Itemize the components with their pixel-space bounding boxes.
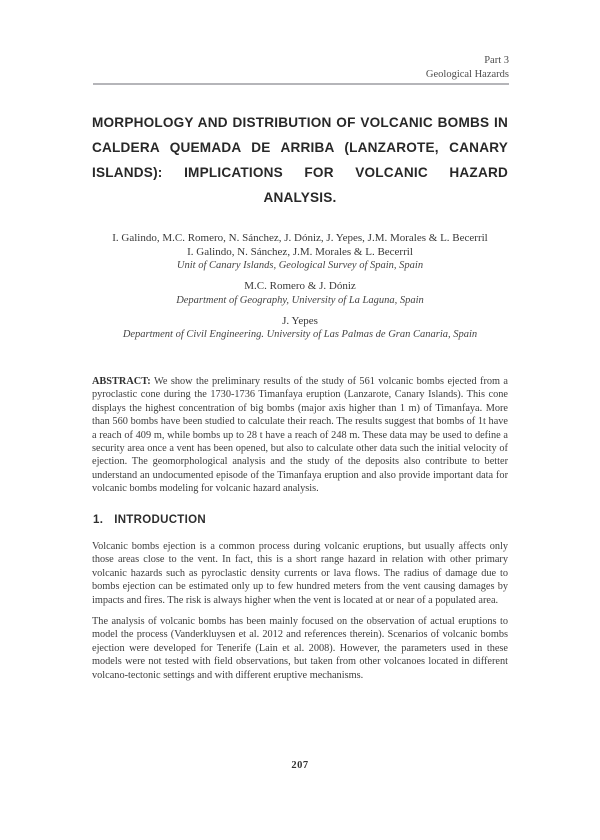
header-section: Geological Hazards [425, 68, 509, 80]
affiliation-1-authors: I. Galindo, N. Sánchez, J.M. Morales & L. Becerril [187, 245, 413, 258]
authors-block [92, 232, 508, 349]
section-1-number: 1. [93, 514, 104, 526]
section-1-title: INTRODUCTION [114, 514, 206, 526]
affiliation-group-3 [92, 315, 508, 342]
section-1-heading [93, 514, 206, 526]
abstract-label: ABSTRACT: [92, 376, 151, 387]
running-header [426, 54, 509, 81]
affiliation-group-2 [92, 280, 508, 307]
author-list-full: I. Galindo, M.C. Romero, N. Sánchez, J. Dóniz, J. Yepes, J.M. Morales & L. Becerril [112, 232, 488, 244]
header-rule [93, 83, 509, 85]
page-number: 207 [291, 760, 309, 771]
abstract-paragraph [92, 375, 508, 496]
paper-title: MORPHOLOGY AND DISTRIBUTION OF VOLCANIC BOMBS IN CALDERA QUEMADA DE ARRIBA (LANZAROTE, CANARY ISLANDS): IMPLICATIONS FOR VOLCANIC HAZARD ANALYSIS. [92, 115, 508, 205]
intro-paragraph-2: The analysis of volcanic bombs has been mainly focused on the observation of actual eruptions to model the process (Vanderkluysen et al. 2012 and references therein). Scenarios of volcanic bombs ejection were developed for Tenerife (Lain et al. 2008). However, the parameters used in these models were not tested with field observations, but taken from other volcanoes located in different volcano-tectonic settings and with different eruptive mechanisms. [92, 616, 508, 681]
introduction-body [92, 540, 508, 690]
intro-paragraph-1: Volcanic bombs ejection is a common process during volcanic eruptions, but usually affects only those areas close to the vent. In fact, this is a short range hazard in relation with other primary volcanic hazards such as pyroclastic density currents or lava flows. The radius of damage due to bombs ejection can be estimated only up to few hundred meters from the vent causing damages by impacts and fires. The risk is always higher when the vent is located at or near of a populated area. [92, 541, 508, 606]
header-part: Part 3 [484, 55, 509, 66]
affiliation-2-authors: M.C. Romero & J. Dóniz [244, 280, 356, 292]
abstract-text: We show the preliminary results of the study of 561 volcanic bombs ejected from a pyroclastic cone during the 1730-1736 Timanfaya eruption (Lanzarote, Canary Islands). This cone displays the highest concentration of big bombs (major axis higher than 1 m) of Timanfaya. More than 560 bombs have been studied to calculate their reach. The results suggest that bombs of 1t have a reach of 409 m, while bombs up to 28 t have a reach of 248 m. These data may be used to define a security area once a vent has been opened, but also to calculate other data such the initial velocity of ejection. The geomorphological analysis and the study of the deposits also contribute to better understand an undocumented episode of the Timanfaya eruption and also provide important data for volcanic bombs modeling for volcanic hazard analysis. [92, 376, 509, 495]
affiliation-3-institution: Department of Civil Engineering. University of Las Palmas de Gran Canaria, Spain [122, 329, 478, 340]
affiliation-group-1 [92, 246, 508, 273]
affiliation-3-authors: J. Yepes [282, 314, 318, 327]
affiliation-2-institution: Department of Geography, University of La Laguna, Spain [176, 294, 424, 306]
affiliation-1-institution: Unit of Canary Islands, Geological Survey of Spain, Spain [176, 260, 424, 271]
